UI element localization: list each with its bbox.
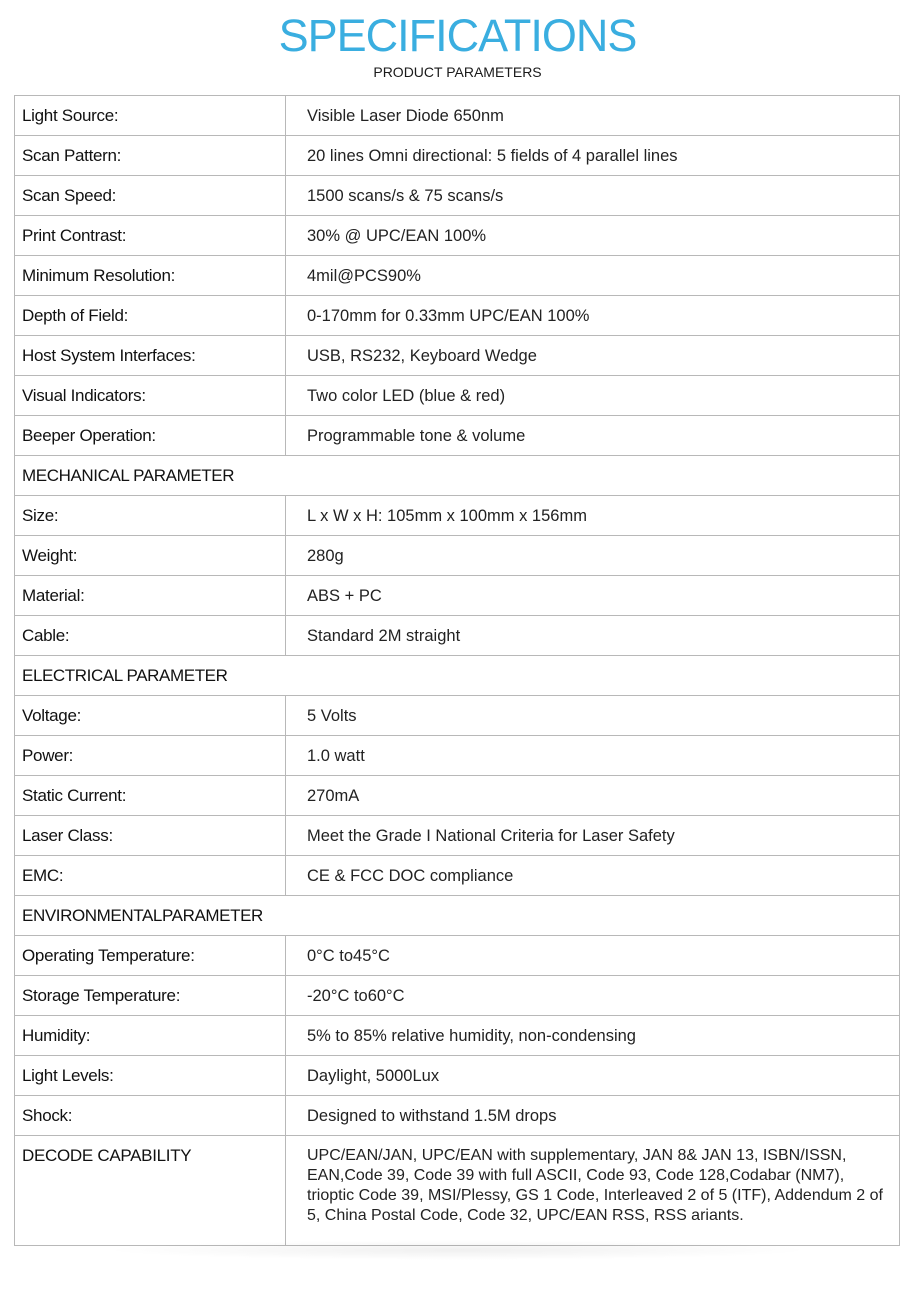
spec-value: 0-170mm for 0.33mm UPC/EAN 100% bbox=[286, 296, 900, 336]
section-heading-mechanical: MECHANICAL PARAMETER bbox=[15, 456, 900, 496]
spec-value: ABS + PC bbox=[286, 576, 900, 616]
spec-label: Host System Interfaces: bbox=[15, 336, 286, 376]
table-row bbox=[15, 1096, 900, 1136]
table-row bbox=[15, 136, 900, 176]
table-row bbox=[15, 536, 900, 576]
decode-capability-label: DECODE CAPABILITY bbox=[15, 1136, 286, 1246]
spec-value: 1500 scans/s & 75 scans/s bbox=[286, 176, 900, 216]
section-heading-environmental: ENVIRONMENTALPARAMETER bbox=[15, 896, 900, 936]
spec-label: Material: bbox=[15, 576, 286, 616]
spec-value: Two color LED (blue & red) bbox=[286, 376, 900, 416]
spec-label: Minimum Resolution: bbox=[15, 256, 286, 296]
table-row bbox=[15, 416, 900, 456]
spec-label: Voltage: bbox=[15, 696, 286, 736]
spec-value: CE & FCC DOC compliance bbox=[286, 856, 900, 896]
specifications-table bbox=[14, 95, 900, 1246]
table-row bbox=[15, 816, 900, 856]
spec-value: Visible Laser Diode 650nm bbox=[286, 96, 900, 136]
table-row bbox=[15, 176, 900, 216]
spec-label: Print Contrast: bbox=[15, 216, 286, 256]
spec-label: Light Levels: bbox=[15, 1056, 286, 1096]
spec-label: Storage Temperature: bbox=[15, 976, 286, 1016]
spec-label: Static Current: bbox=[15, 776, 286, 816]
spec-value: Daylight, 5000Lux bbox=[286, 1056, 900, 1096]
spec-value: 30% @ UPC/EAN 100% bbox=[286, 216, 900, 256]
spec-label: EMC: bbox=[15, 856, 286, 896]
spec-label: Power: bbox=[15, 736, 286, 776]
spec-label: Laser Class: bbox=[15, 816, 286, 856]
table-row bbox=[15, 776, 900, 816]
spec-value: 4mil@PCS90% bbox=[286, 256, 900, 296]
spec-label: Operating Temperature: bbox=[15, 936, 286, 976]
spec-value: 0°C to45°C bbox=[286, 936, 900, 976]
table-row bbox=[15, 376, 900, 416]
section-row-electrical bbox=[15, 656, 900, 696]
spec-label: Beeper Operation: bbox=[15, 416, 286, 456]
table-row bbox=[15, 296, 900, 336]
page-title: SPECIFICATIONS bbox=[278, 10, 637, 61]
page-subtitle: PRODUCT PARAMETERS bbox=[373, 64, 542, 80]
spec-value: Standard 2M straight bbox=[286, 616, 900, 656]
spec-value: -20°C to60°C bbox=[286, 976, 900, 1016]
spec-label: Size: bbox=[15, 496, 286, 536]
spec-label: Light Source: bbox=[15, 96, 286, 136]
spec-value: 20 lines Omni directional: 5 fields of 4 parallel lines bbox=[286, 136, 900, 176]
spec-label: Humidity: bbox=[15, 1016, 286, 1056]
spec-value: USB, RS232, Keyboard Wedge bbox=[286, 336, 900, 376]
table-row bbox=[15, 696, 900, 736]
table-shadow bbox=[100, 1240, 815, 1260]
table-row bbox=[15, 976, 900, 1016]
spec-value: 280g bbox=[286, 536, 900, 576]
spec-label: Shock: bbox=[15, 1096, 286, 1136]
section-row-mechanical bbox=[15, 456, 900, 496]
spec-label: Visual Indicators: bbox=[15, 376, 286, 416]
table-row bbox=[15, 256, 900, 296]
spec-value: 270mA bbox=[286, 776, 900, 816]
spec-value: L x W x H: 105mm x 100mm x 156mm bbox=[286, 496, 900, 536]
spec-value: 1.0 watt bbox=[286, 736, 900, 776]
table-row bbox=[15, 576, 900, 616]
spec-label: Cable: bbox=[15, 616, 286, 656]
section-heading-electrical: ELECTRICAL PARAMETER bbox=[15, 656, 900, 696]
section-row-environmental bbox=[15, 896, 900, 936]
table-row-decode bbox=[15, 1136, 900, 1246]
table-row bbox=[15, 496, 900, 536]
table-row bbox=[15, 336, 900, 376]
spec-value: 5% to 85% relative humidity, non-condensing bbox=[286, 1016, 900, 1056]
spec-label: Weight: bbox=[15, 536, 286, 576]
table-row bbox=[15, 216, 900, 256]
spec-label: Scan Speed: bbox=[15, 176, 286, 216]
decode-capability-value: UPC/EAN/JAN, UPC/EAN with supplementary, JAN 8& JAN 13, ISBN/ISSN, EAN,Code 39, Code 39 with full ASCII, Code 93, Code 128,Codabar (NM7), trioptic Code 39, MSI/Plessy, GS 1 Code, Interleaved 2 of 5 (ITF), Addendum 2 of 5, China Postal Code, Code 32, UPC/EAN RSS, RSS ariants. bbox=[286, 1136, 900, 1246]
table-row bbox=[15, 856, 900, 896]
table-row bbox=[15, 1016, 900, 1056]
spec-label: Scan Pattern: bbox=[15, 136, 286, 176]
table-row bbox=[15, 616, 900, 656]
spec-value: 5 Volts bbox=[286, 696, 900, 736]
table-row bbox=[15, 1056, 900, 1096]
spec-label: Depth of Field: bbox=[15, 296, 286, 336]
spec-value: Programmable tone & volume bbox=[286, 416, 900, 456]
spec-value: Designed to withstand 1.5M drops bbox=[286, 1096, 900, 1136]
table-row bbox=[15, 96, 900, 136]
spec-value: Meet the Grade I National Criteria for Laser Safety bbox=[286, 816, 900, 856]
table-row bbox=[15, 936, 900, 976]
table-row bbox=[15, 736, 900, 776]
